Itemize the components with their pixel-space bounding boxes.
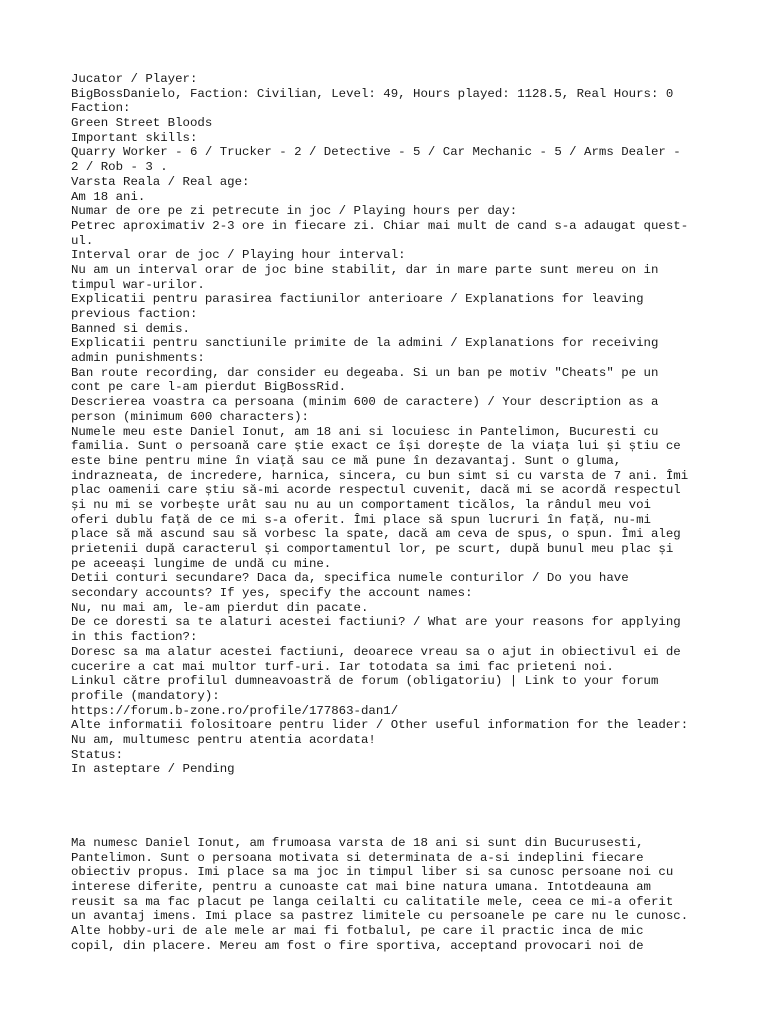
form-line: cucerire a cat mai multor turf-uri. Iar totodata sa imi fac prieteni noi. xyxy=(71,659,614,674)
essay-line: copil, din placere. Mereu am fost o fire sportiva, acceptand provocari noi de xyxy=(71,938,644,953)
document-page xyxy=(71,72,731,954)
form-line: Linkul către profilul dumneavoastră de forum (obligatoriu) | Link to your forum xyxy=(71,674,659,689)
application-form xyxy=(71,72,731,777)
form-line: oferi dublu față de ce mi s-a oferit. Îmi place să spun lucruri în față, nu-mi xyxy=(71,512,651,527)
form-line: BigBossDanielo, Faction: Civilian, Level: 49, Hours played: 1128.5, Real Hours: 0 xyxy=(71,86,674,101)
form-line: in this faction?: xyxy=(71,630,198,645)
form-line: Interval orar de joc / Playing hour interval: xyxy=(71,248,406,263)
form-line: place să mă ascund sau să vorbesc la spate, dacă am ceva de spus, o spun. Îmi aleg xyxy=(71,527,681,542)
form-line: person (minimum 600 characters): xyxy=(71,409,309,424)
form-line: Varsta Reala / Real age: xyxy=(71,174,250,189)
form-line: Nu, nu mai am, le-am pierdut din pacate. xyxy=(71,600,369,615)
form-line: Faction: xyxy=(71,101,131,116)
form-line: Explicatii pentru sanctiunile primite de la admini / Explanations for receiving xyxy=(71,336,659,351)
form-line: Doresc sa ma alatur acestei factiuni, deoarece vreau sa o ajut in obiectivul ei de xyxy=(71,644,681,659)
essay-line: Ma numesc Daniel Ionut, am frumoasa varsta de 18 ani si sunt din Bucurusesti, xyxy=(71,836,644,850)
form-line: Banned si demis. xyxy=(71,321,190,336)
form-line: este bine pentru mine în viață sau ce mă pune în dezavantaj. Sunt o gluma, xyxy=(71,453,622,468)
essay-line: obiectiv propus. Imi place sa ma joc in timpul liber si sa cunosc persoane noi cu xyxy=(71,865,674,880)
form-line: De ce doresti sa te alaturi acestei factiuni? / What are your reasons for applying xyxy=(71,615,681,630)
form-line: profile (mandatory): xyxy=(71,688,220,703)
form-line: prietenii după caracterul și comportamentul lor, pe scurt, după bunul meu plac și xyxy=(71,542,674,556)
essay-line: un avantaj imens. Imi place sa pastrez limitele cu persoanele pe care nu le cunosc. xyxy=(71,909,689,924)
form-line: 2 / Rob - 3 . xyxy=(71,160,168,175)
form-line: ul. xyxy=(71,233,94,248)
form-line: Explicatii pentru parasirea factiunilor anterioare / Explanations for leaving xyxy=(71,292,644,307)
section-spacer xyxy=(71,777,731,836)
form-line: Nu am, multumesc pentru atentia acordata! xyxy=(71,732,376,747)
form-line: și nu mi se vorbește urât sau nu au un comportament ticălos, la rândul meu voi xyxy=(71,497,651,512)
form-line: Petrec aproximativ 2-3 ore in fiecare zi. Chiar mai mult de cand s-a adaugat quest- xyxy=(71,218,689,233)
form-line: Quarry Worker - 6 / Trucker - 2 / Detective - 5 / Car Mechanic - 5 / Arms Dealer - xyxy=(71,145,681,160)
form-line: Descrierea voastra ca persoana (minim 600 de caractere) / Your description as a xyxy=(71,395,659,410)
form-line: Numar de ore pe zi petrecute in joc / Playing hours per day: xyxy=(71,204,518,219)
status-value: In asteptare / Pending xyxy=(71,762,235,777)
form-line: Ban route recording, dar consider eu degeaba. Si un ban pe motiv "Cheats" pe un xyxy=(71,365,659,380)
form-line: plac oamenii care știu să-mi acorde respectul cuvenit, dacă mi se acordă respectul xyxy=(71,483,681,498)
form-line: previous faction: xyxy=(71,307,198,321)
form-line: pe aceeași lungime de undă cu mine. xyxy=(71,556,332,571)
form-line: Am 18 ani. xyxy=(71,189,146,204)
essay-paragraph xyxy=(71,836,731,954)
form-line: Detii conturi secundare? Daca da, specifica numele conturilor / Do you have xyxy=(71,571,629,586)
form-line: cont pe care l-am pierdut BigBossRid. xyxy=(71,380,347,395)
form-line: Important skills: xyxy=(71,130,198,145)
form-line: Nu am un interval orar de joc bine stabilit, dar in mare parte sunt mereu on in xyxy=(71,262,659,277)
form-line: Numele meu este Daniel Ionut, am 18 ani si locuiesc in Pantelimon, Bucuresti cu xyxy=(71,424,659,439)
form-line: admin punishments: xyxy=(71,351,205,366)
form-line: Green Street Bloods xyxy=(71,116,213,131)
form-line: Status: xyxy=(71,747,124,762)
forum-profile-link[interactable]: https://forum.b-zone.ro/profile/177863-dan1/ xyxy=(71,703,399,718)
form-line: indrazneata, de incredere, harnica, sincera, cu bun simt si cu varsta de 7 ani. Îmi xyxy=(71,468,689,483)
essay-line: interese diferite, pentru a cunoaste cat mai bine natura umana. Intotdeauna am xyxy=(71,880,651,895)
essay-line: Alte hobby-uri de ale mele ar mai fi fotbalul, pe care il practic inca de mic xyxy=(71,924,644,939)
form-line: Alte informatii folositoare pentru lider / Other useful information for the leader: xyxy=(71,718,689,733)
form-line: familia. Sunt o persoană care știe exact ce își dorește de la viața lui și știu ce xyxy=(71,439,681,454)
essay-line: Pantelimon. Sunt o persoana motivata si determinata de a-si indeplini fiecare xyxy=(71,850,644,865)
form-line: secondary accounts? If yes, specify the account names: xyxy=(71,586,473,601)
form-line: timpul war-urilor. xyxy=(71,277,205,292)
essay-line: reusit sa ma fac placut pe langa ceilalti cu calitatile mele, ceea ce mi-a oferit xyxy=(71,894,674,909)
form-line: Jucator / Player: xyxy=(71,72,198,86)
